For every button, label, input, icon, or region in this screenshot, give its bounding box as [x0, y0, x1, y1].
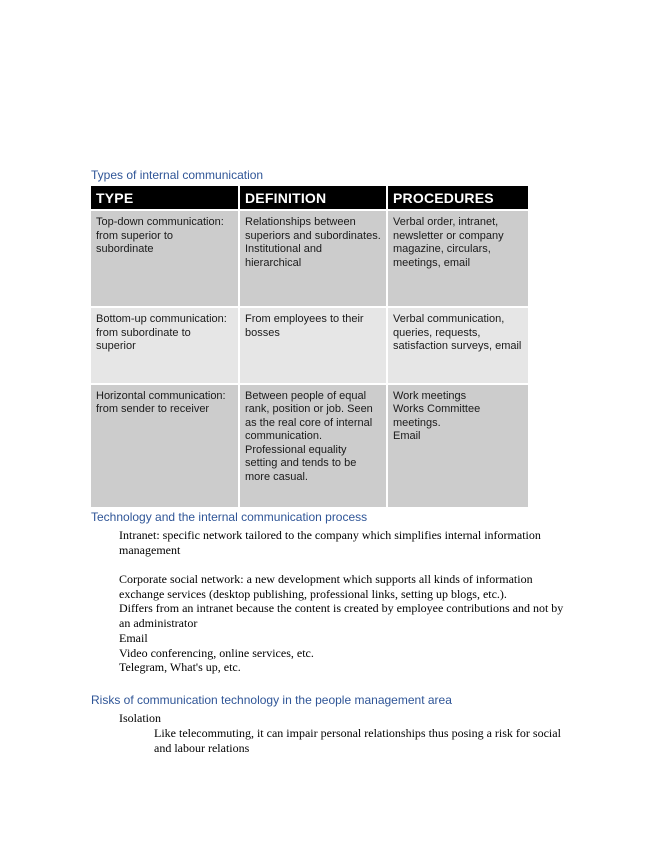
intranet-paragraph: Intranet: specific network tailored to the company which simplifies internal information management	[119, 528, 541, 557]
video-conferencing-line: Video conferencing, online services, etc.	[119, 646, 314, 660]
column-header-procedures: PROCEDURES	[387, 186, 528, 210]
table-row-bottom-up	[91, 307, 528, 383]
procedure-line: Work meetings	[393, 389, 467, 402]
cell-definition: Relationships between superiors and subordinates. Institutional and hierarchical	[239, 210, 387, 307]
cell-type: Top-down communication: from superior to subordinate	[91, 210, 239, 307]
differs-paragraph: Differs from an intranet because the content is created by employee contributions and not by an administrator	[119, 601, 564, 630]
cell-type: Horizontal communication: from sender to receiver	[91, 384, 239, 507]
isolation-detail-paragraph: Like telecommuting, it can impair personal relationships thus posing a risk for social and labour relations	[154, 726, 561, 755]
table-row-top-down	[91, 210, 528, 307]
cell-procedures: Verbal communication, queries, requests, satisfaction surveys, email	[387, 307, 528, 383]
table-row-horizontal	[91, 384, 528, 507]
corporate-social-network-paragraph: Corporate social network: a new development which supports all kinds of information exchange services (desktop publishing, professional links, setting up blogs, etc.).	[119, 572, 533, 601]
column-header-type: TYPE	[91, 186, 239, 210]
cell-definition: Between people of equal rank, position or job. Seen as the real core of internal communication. Professional equality setting and tends to be more casual.	[239, 384, 387, 507]
cell-procedures	[387, 384, 528, 507]
column-header-definition: DEFINITION	[239, 186, 387, 210]
section-heading-risks: Risks of communication technology in the people management area	[91, 693, 452, 707]
section-heading-types: Types of internal communication	[91, 168, 264, 182]
communication-types-table	[91, 186, 528, 507]
email-line: Email	[119, 631, 148, 645]
procedure-line: Email	[393, 430, 421, 443]
telegram-line: Telegram, What's up, etc.	[119, 660, 241, 674]
procedure-line: Works Committee meetings.	[393, 403, 481, 429]
section-heading-technology: Technology and the internal communication process	[91, 510, 368, 524]
cell-definition: From employees to their bosses	[239, 307, 387, 383]
cell-type: Bottom-up communication: from subordinate to superior	[91, 307, 239, 383]
isolation-line: Isolation	[119, 711, 161, 725]
cell-procedures: Verbal order, intranet, newsletter or company magazine, circulars, meetings, email	[387, 210, 528, 307]
